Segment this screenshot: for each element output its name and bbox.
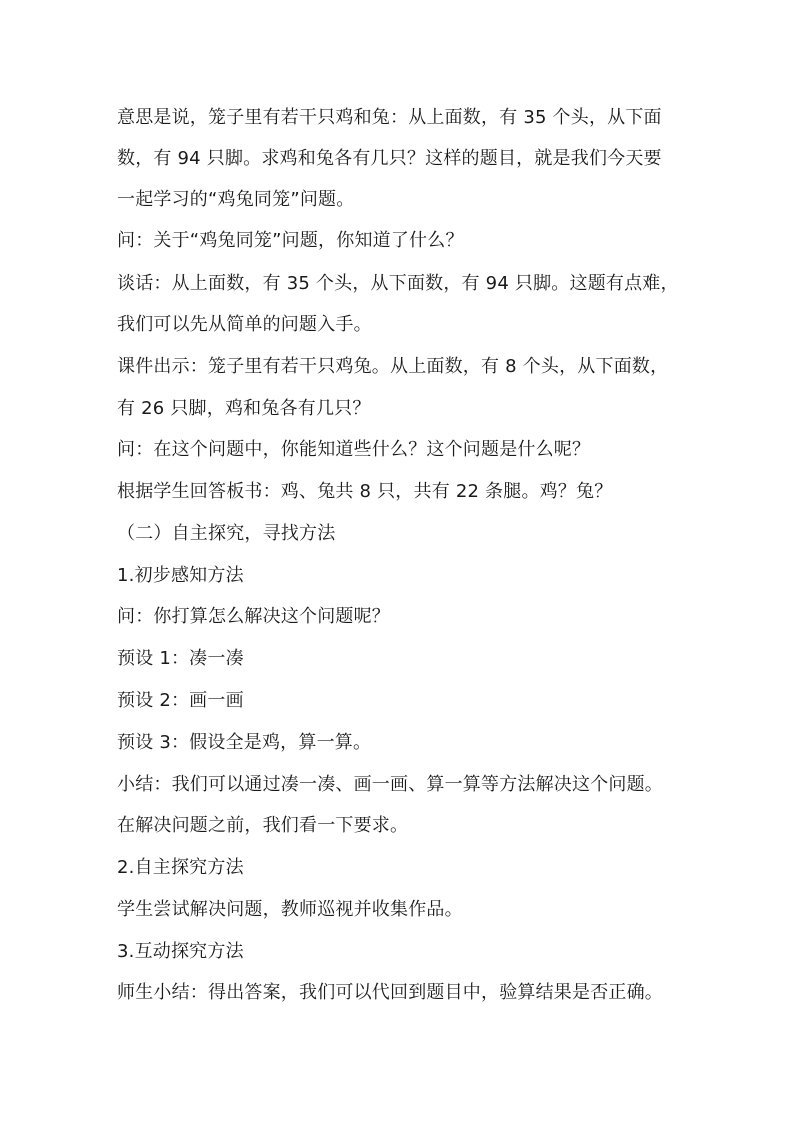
subsection-heading: 3.互动探究方法: [117, 941, 244, 962]
subsection-heading: 1.初步感知方法: [117, 565, 244, 586]
paragraph-line: 在解决问题之前，我们看一下要求。: [117, 815, 409, 836]
paragraph-line: 预设 3：假设全是鸡，算一算。: [117, 732, 372, 753]
paragraph-line: 一起学习的“鸡兔同笼”问题。: [117, 189, 355, 210]
paragraph-line: 问：在这个问题中，你能知道些什么？这个问题是什么呢？: [117, 439, 591, 460]
subsection-heading: 2.自主探究方法: [117, 857, 244, 878]
paragraph-line: 谈话：从上面数，有 35 个头，从下面数，有 94 只脚。这题有点难，: [117, 273, 679, 294]
paragraph-line: 学生尝试解决问题，教师巡视并收集作品。: [117, 899, 463, 920]
paragraph-line: 预设 1：凑一凑: [117, 648, 244, 669]
paragraph-line: 问：你打算怎么解决这个问题呢？: [117, 606, 390, 627]
paragraph-line: 我们可以先从简单的问题入手。: [117, 314, 372, 335]
paragraph-line: 问：关于“鸡兔同笼”问题，你知道了什么？: [117, 230, 464, 251]
paragraph-line: 根据学生回答板书：鸡、兔共 8 只，共有 22 条腿。鸡？兔？: [117, 481, 613, 502]
paragraph-line: 师生小结：得出答案，我们可以代回到题目中，验算结果是否正确。: [117, 982, 663, 1003]
paragraph-line: 预设 2：画一画: [117, 690, 244, 711]
section-heading: （二）自主探究，寻找方法: [117, 523, 336, 544]
paragraph-line: 意思是说，笼子里有若干只鸡和兔：从上面数，有 35 个头，从下面: [117, 107, 662, 128]
paragraph-line: 小结：我们可以通过凑一凑、画一画、算一算等方法解决这个问题。: [117, 774, 663, 795]
paragraph-line: 有 26 只脚，鸡和兔各有几只？: [117, 398, 371, 419]
paragraph-line: 课件出示：笼子里有若干只鸡兔。从上面数，有 8 个头，从下面数，: [117, 356, 669, 377]
paragraph-line: 数，有 94 只脚。求鸡和兔各有几只？这样的题目，就是我们今天要: [117, 148, 662, 169]
